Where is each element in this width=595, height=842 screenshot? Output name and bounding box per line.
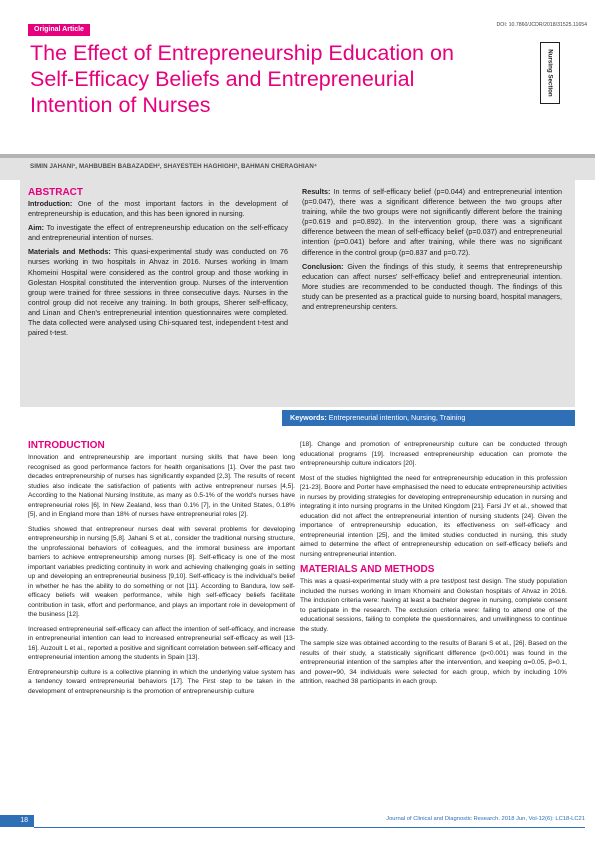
abstract-introduction-label: Introduction: [28, 199, 73, 208]
abstract-right-column [302, 187, 562, 316]
abstract-methods [28, 247, 288, 338]
authors-bar [0, 154, 595, 180]
abstract-methods-text: This quasi-experimental study was conducted on 76 nurses working in two hospitals in Ahvaz in 2016. Nurses working in Imam Khomeini Hospital were considered as the control group and those working in Golestan Hospital constituted the intervention group. Nurses of the intervention group were trained for three sessions in three consecutive days. Nurses in the control group did not receive any training. In both groups, Sherer self-efficacy, and Linan and Chen's entrepreneurial intention questionnaires were completed. The data collected were analysed using Chi-squared test, independent t-test and paired t-test. [28, 247, 288, 338]
abstract-results [302, 187, 562, 258]
methods-paragraph-1: This was a quasi-experimental study with a pre test/post test design. The study population included the nurses working in Imam Khomeini and Golestan hospitals of Ahvaz in 2016. The inclusion criteria were: having at least a bachelor degree in nursing, complete consent to participate in the research. The exclusion criteria were: failing to attend one of the educational sessions, failing to complete the questionnaires, and unwillingness to continue the study. [300, 578, 567, 633]
article-title: The Effect of Entrepreneurship Education on Self-Efficacy Beliefs and Entrepreneurial Intention of Nurses [30, 41, 454, 117]
introduction-paragraph-5: [18]. Change and promotion of entrepreneurship culture can be conducted through educational programs [19]. Increased entrepreneurship education can promote the entrepreneurship culture indicators [20]. [300, 441, 567, 467]
abstract-aim-label: Aim: [28, 223, 44, 233]
abstract-introduction-text: One of the most important factors in the development of entrepreneurship is education, and this has been ignored in nursing. [28, 199, 288, 219]
abstract-conclusion [302, 262, 562, 312]
introduction-paragraph-6: Most of the studies highlighted the need for entrepreneurship education in this profession [21-23]. Boore and Porter have emphasised the need to educate entrepreneurship activities in nurses by providing strategies for developing entrepreneurship education in nursing and integrating it into nursing programs in the United Kingdom [21]. Farsi JY et al., showed that education did not affect the entrepreneurial intention of nursing students [24]. Given the importance of entrepreneurship education, its effectiveness on self-efficacy and entrepreneurial intention [25], and the limited studies conducted in nursing, this study aimed to determine the effect of entrepreneurship education on self-efficacy beliefs and nursing entrepreneurial intention. [300, 474, 567, 558]
introduction-heading: INTRODUCTION [28, 440, 105, 451]
article-type-badge: Original Article [28, 24, 90, 36]
abstract-heading: ABSTRACT [28, 187, 83, 198]
abstract-aim [28, 223, 288, 243]
abstract-left-column [28, 187, 288, 342]
author-list: SIMIN JAHANI¹, MAHBUBEH BABAZADEH², SHAYESTEH HAGHIGHI³, BAHMAN CHERAGHIAN⁴ [30, 163, 318, 170]
abstract-conclusion-label: Conclusion: [302, 261, 344, 271]
methods-heading: MATERIALS AND METHODS [300, 564, 435, 575]
abstract-aim-text: To investigate the effect of entrepreneurship education on the self-efficacy and entrepreneurial intention of nurses. [28, 223, 288, 243]
body-right-column [300, 440, 567, 692]
section-tab [540, 42, 560, 104]
abstract-methods-label: Materials and Methods: [28, 247, 111, 257]
introduction-paragraph-2: Studies showed that entrepreneur nurses deal with several problems for developing entrepreneurship in nursing [5,8]. Jahani S et al., consider the traditional nursing structure, the unprofessional behaviors of colleagues, and the immoral business are important barriers to achieve entrepreneurship among nurses [8]. Self-efficacy is one of the most important variables predicting continuity in work and achieving challenging goals in setting up and developing an entrepreneurial business [9,10]. Self-efficacy is the individual's belief in whether he has the ability to do something or not [11]. According to Bandura, low self-efficacy beliefs will weaken performance, while high self-efficacy beliefs facilitate contribution in task, effort and performance, and plays an important role in development of the business [12]. [28, 525, 295, 618]
keywords-label: Keywords: [290, 413, 327, 422]
keywords-text: Entrepreneurial intention, Nursing, Training [326, 413, 466, 422]
body-left-column [28, 440, 295, 701]
journal-citation: Journal of Clinical and Diagnostic Research. 2018 Jun, Vol-12(6): LC18-LC21 [386, 816, 585, 822]
abstract-results-label: Results: [302, 187, 331, 196]
footer-rule [34, 827, 585, 828]
introduction-paragraph-1: Innovation and entrepreneurship are important nursing skills that have been long recognised as good performance factors for health organisations [1]. Over the past two decades entrepreneurship of nurses has significantly expanded [2,3]. The results of recent studies also indicate the satisfaction of patients with active entrepreneur nurses [4,5]. According to the National Nursing Institute, as many as 0.5-1% of the world's nurses have entrepreneurial roles [6]. In New Zealand, less than 0.1% [7], in the United States, 0.18% [5], and in England more than 18% of nurses have entrepreneurial roles [2]. [28, 454, 295, 518]
abstract-results-text: In terms of self-efficacy belief (p=0.044) and entrepreneurial intention (p=0.047), there was a significant difference between the two groups after training, while the two groups were not significantly different before the training (p=0.619 and p=0.892). In the intervention group, there was a significant difference between the mean of self-efficacy belief (p=0.037) and entrepreneurial intention (p=0.041) before and after training, while there was no significant difference in the control group (p=0.837 and p=0.72). [302, 187, 562, 257]
abstract-box [20, 180, 575, 407]
introduction-paragraph-3: Increased entrepreneurial self-efficacy can affect the intention of self-efficacy, and increase in entrepreneurial intention can lead to increased entrepreneurial self-efficacy as well [13-16]. Auzoult L et al., reported a positive and significant correlation between self-efficacy and entrepreneurial intention among the students in Spain [13]. [28, 625, 295, 661]
page-number: 18 [0, 815, 34, 827]
section-label: Nursing Section [546, 49, 554, 97]
abstract-conclusion-text: Given the findings of this study, it seems that entrepreneurship education can affect nurses' self-efficacy belief and entrepreneurial intention. More studies are recommended to be conducted though. The findings of this study can be presented as a practical guide to nursing board, hospital managers, and entrepreneurship centers. [302, 261, 562, 312]
doi-label: DOI: 10.7860/JCDR/2018/31525.11654 [496, 22, 587, 28]
introduction-paragraph-4: Entrepreneurship culture is a collective planning in which the underlying value system has a tendency toward entrepreneurial behaviors [17]. The First step to be taken in the development of entrepreneurship is the promotion of entrepreneurship culture [28, 668, 295, 695]
methods-paragraph-2: The sample size was obtained according to the results of Barani S et al., [26]. Based on the results of their study, a statistically significant difference (p<0.001) was found in the entrepreneurial intention of the samples after the intervention, and keeping α=0.05, β=0.1, and power=90, 34 individuals were selected for each group, which by including 10% attrition, reached 38 participants in each group. [300, 640, 567, 685]
abstract-introduction [28, 199, 288, 219]
keywords-bar [282, 410, 575, 426]
